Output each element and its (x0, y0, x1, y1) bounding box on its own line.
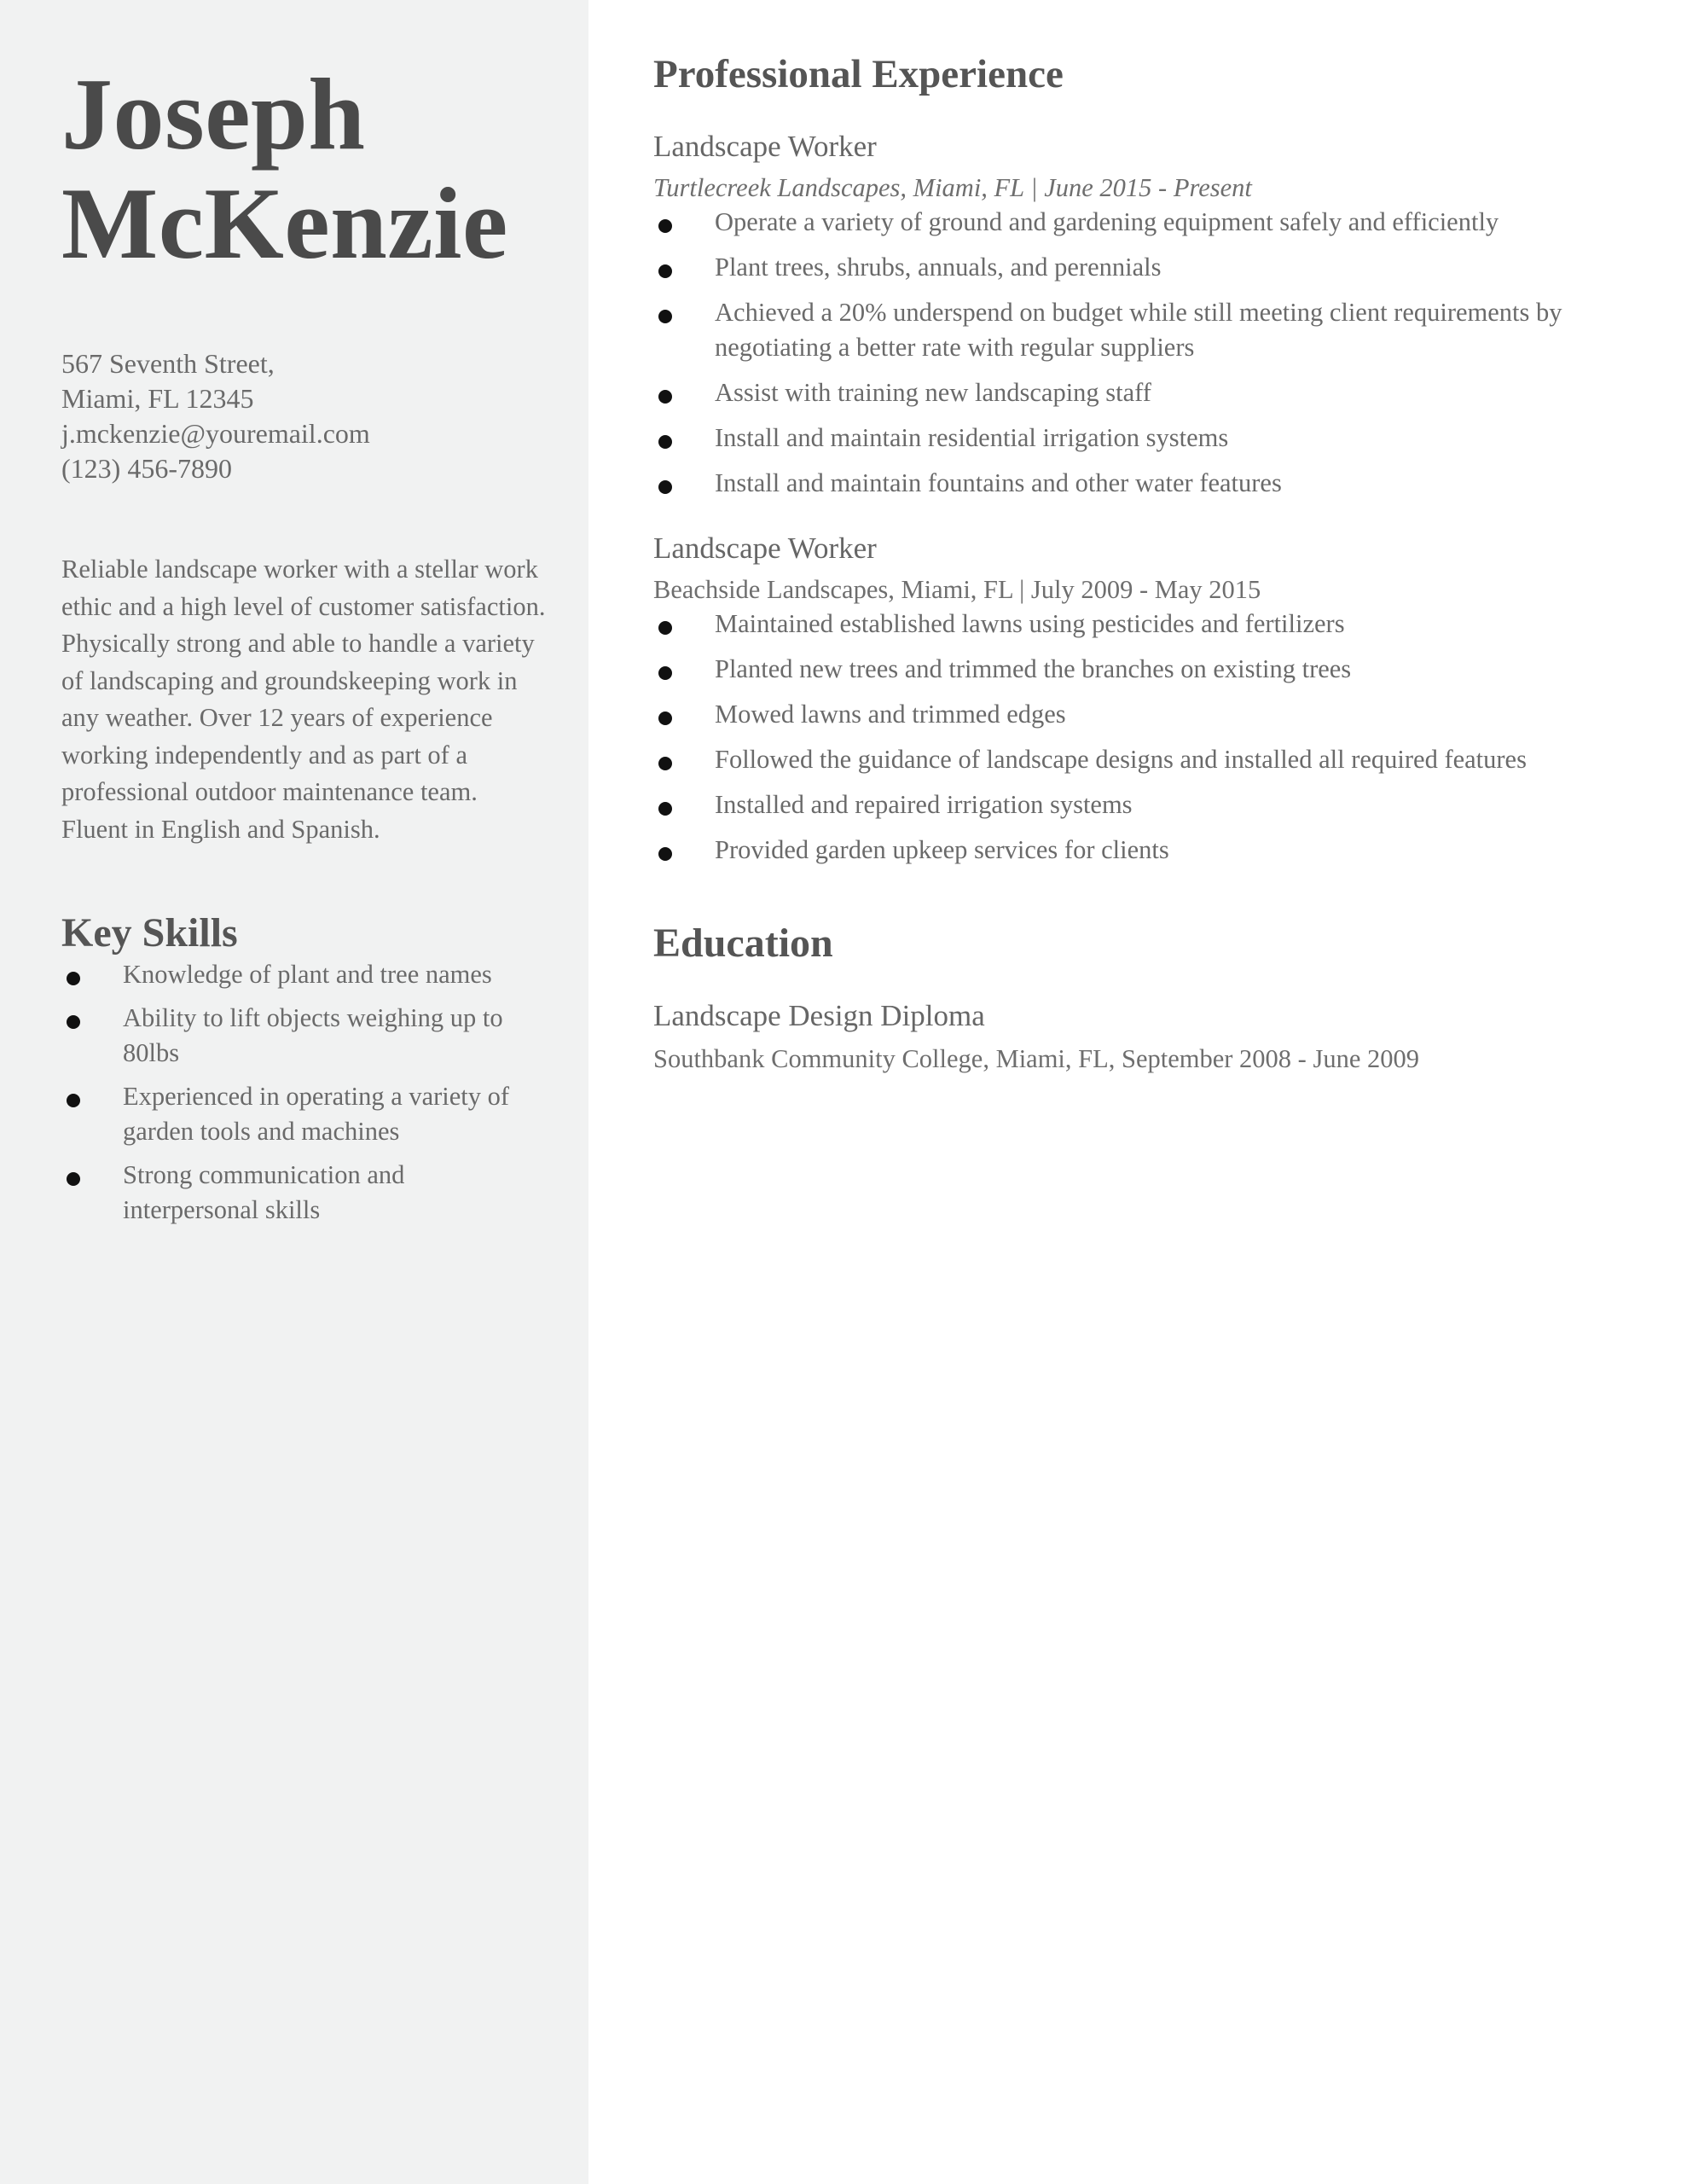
bullet-icon (658, 621, 672, 635)
job-1 (653, 128, 1636, 501)
list-item (653, 787, 1636, 822)
education-heading: Education (653, 921, 833, 966)
job-meta: Beachside Landscapes, Miami, FL | July 2009 - May 2015 (653, 575, 1261, 604)
duty-text: Installed and repaired irrigation systems (715, 790, 1133, 819)
bullet-icon (658, 802, 672, 816)
list-item (653, 833, 1636, 868)
sidebar (0, 0, 588, 2184)
candidate-name (61, 57, 546, 280)
list-item (653, 697, 1636, 732)
duty-text: Achieved a 20% underspend on budget while still meeting client requirements by negotiating a better rate with regular suppliers (715, 298, 1562, 362)
duty-text: Plant trees, shrubs, annuals, and perennials (715, 253, 1162, 282)
list-item (653, 652, 1636, 687)
experience-heading: Professional Experience (653, 52, 1064, 96)
phone: (123) 456-7890 (61, 453, 232, 484)
address-line-2: Miami, FL 12345 (61, 383, 254, 414)
bullet-icon (658, 757, 672, 770)
duty-text: Assist with training new landscaping staff (715, 378, 1151, 407)
job-title: Landscape Worker (653, 130, 877, 163)
duty-text: Operate a variety of ground and gardening equipment safely and efficiently (715, 207, 1499, 236)
duty-text: Provided garden upkeep services for clients (715, 835, 1169, 864)
email: j.mckenzie@youremail.com (61, 418, 370, 449)
last-name: McKenzie (61, 166, 508, 280)
skill-text: Strong communication and interpersonal skills (123, 1160, 405, 1224)
bullet-icon (658, 219, 672, 233)
bullet-icon (658, 712, 672, 725)
education-meta: Southbank Community College, Miami, FL, September 2008 - June 2009 (653, 1044, 1419, 1073)
skill-text: Experienced in operating a variety of garden tools and machines (123, 1082, 510, 1146)
bullet-icon (658, 847, 672, 861)
job-meta: Turtlecreek Landscapes, Miami, FL | June 2015 - Present (653, 173, 1252, 202)
duty-text: Followed the guidance of landscape designs and installed all required features (715, 745, 1527, 774)
bullet-icon (658, 390, 672, 404)
key-skills-heading: Key Skills (61, 910, 238, 956)
job-title: Landscape Worker (653, 531, 877, 565)
duty-text: Install and maintain fountains and other water features (715, 468, 1282, 497)
list-item (61, 1158, 546, 1228)
bullet-icon (67, 972, 80, 985)
list-item (653, 205, 1636, 240)
contact-info (61, 346, 546, 486)
bullet-icon (658, 310, 672, 323)
skill-text: Ability to lift objects weighing up to 80lbs (123, 1003, 503, 1067)
education-title: Landscape Design Diploma (653, 999, 985, 1032)
duty-text: Planted new trees and trimmed the branches on existing trees (715, 654, 1352, 683)
bullet-icon (67, 1015, 80, 1029)
first-name: Joseph (61, 57, 366, 171)
address-line-1: 567 Seventh Street, (61, 348, 275, 379)
duties-list (653, 205, 1636, 501)
list-item (653, 250, 1636, 285)
bullet-icon (658, 480, 672, 494)
duty-text: Install and maintain residential irrigation systems (715, 423, 1229, 452)
job-2 (653, 530, 1636, 868)
list-item (653, 421, 1636, 456)
duty-text: Maintained established lawns using pesticides and fertilizers (715, 609, 1345, 638)
list-item (653, 295, 1636, 365)
bullet-icon (67, 1094, 80, 1107)
list-item (61, 957, 546, 992)
bullet-icon (658, 666, 672, 680)
skills-list (61, 957, 546, 1228)
list-item (653, 375, 1636, 410)
list-item (653, 466, 1636, 501)
profile-summary: Reliable landscape worker with a stellar work ethic and a high level of customer satisfaction. Physically strong and able to handle a variety of landscaping and groundskeeping work in any weather. Over 12 years of experience working independently and as part of a professional outdoor maintenance team. Fluent in English and Spanish. (61, 555, 546, 844)
bullet-icon (658, 264, 672, 278)
list-item (653, 742, 1636, 777)
duty-text: Mowed lawns and trimmed edges (715, 700, 1066, 729)
bullet-icon (67, 1172, 80, 1186)
skill-text: Knowledge of plant and tree names (123, 960, 492, 989)
main-content (588, 0, 1687, 2184)
bullet-icon (658, 435, 672, 449)
duties-list (653, 607, 1636, 868)
list-item (61, 1079, 546, 1149)
list-item (653, 607, 1636, 642)
list-item (61, 1001, 546, 1071)
